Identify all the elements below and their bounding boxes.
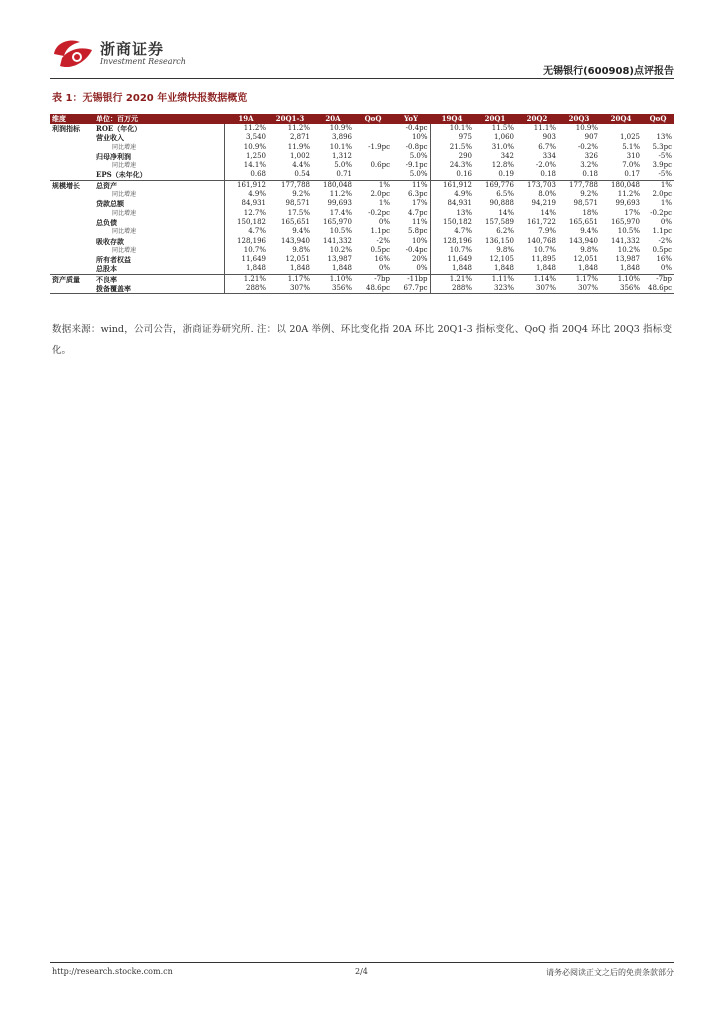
value-cell: 1,848 — [430, 264, 474, 274]
financial-data-table — [50, 114, 674, 294]
value-cell: 136,150 — [485, 236, 514, 245]
table-row — [50, 180, 674, 190]
category-cell: 资产质量 — [52, 274, 80, 284]
value-cell: 0.19 — [474, 170, 516, 180]
table-row — [50, 124, 674, 133]
table-row — [50, 255, 674, 264]
value-cell: 3.2% — [580, 161, 598, 170]
value-cell: 9.8% — [292, 245, 310, 254]
table-row — [50, 199, 674, 208]
value-cell: 4.7% — [430, 227, 474, 236]
column-header: YoY — [392, 114, 430, 124]
value-cell: 5.0% — [392, 170, 430, 180]
table-row — [50, 133, 674, 142]
value-cell: 1.1pc — [652, 227, 672, 236]
value-cell: 6.2% — [496, 227, 514, 236]
value-cell: 334 — [542, 151, 556, 160]
category-cell — [50, 161, 94, 170]
value-cell: 21.5% — [430, 143, 474, 152]
category-cell — [50, 237, 94, 246]
value-cell: 1.21% — [430, 274, 474, 284]
value-cell: 177,788 — [281, 180, 310, 189]
value-cell: 11,649 — [224, 255, 268, 264]
category-cell — [50, 255, 94, 264]
value-cell: 10.5% — [329, 227, 352, 236]
value-cell: 1,250 — [224, 152, 268, 161]
metric-cell: 不良率 — [96, 274, 117, 284]
metric-cell: 总资产 — [96, 180, 117, 190]
value-cell: 0% — [354, 264, 392, 274]
category-cell: 规模增长 — [52, 180, 80, 190]
source-note: 数据来源：wind，公司公告，浙商证券研究所. 注：以 20A 举例、环比变化指 20A 环比 20Q1-3 指标变化、QoQ 指 20Q4 环比 20Q3 指标变化。 — [52, 324, 672, 356]
metric-cell: 同比增速 — [112, 209, 137, 217]
value-cell: 1.10% — [329, 274, 352, 283]
value-cell: 1.21% — [224, 274, 268, 284]
value-cell: 13,987 — [615, 255, 640, 264]
value-cell: 1% — [660, 199, 672, 208]
value-cell: 6.7% — [538, 142, 556, 151]
value-cell: 6.3pc — [407, 190, 428, 199]
value-cell: 17% — [624, 208, 640, 217]
value-cell: -0.2% — [577, 142, 598, 151]
value-cell: 11.2% — [329, 190, 352, 199]
value-cell: 10.7% — [430, 246, 474, 255]
value-cell: 0.68 — [224, 170, 268, 180]
value-cell: -0.2pc — [368, 208, 390, 217]
metric-cell: 同比增速 — [112, 143, 137, 151]
value-cell: 4.7% — [224, 227, 268, 236]
value-cell: 31.0% — [491, 142, 514, 151]
value-cell: 0% — [660, 217, 672, 226]
value-cell: 16% — [656, 255, 672, 264]
value-cell: 24.3% — [430, 161, 474, 170]
table-title: 表 1：无锡银行 2020 年业绩快报数据概览 — [52, 93, 248, 104]
value-cell: 288% — [224, 284, 268, 294]
value-cell: 10.1% — [329, 142, 352, 151]
value-cell: 180,048 — [611, 180, 640, 189]
value-cell: 323% — [474, 284, 516, 294]
value-cell — [600, 124, 642, 133]
brand-name-en: Investment Research — [100, 57, 186, 66]
value-cell: 173,703 — [527, 180, 556, 189]
value-cell: 1% — [378, 199, 390, 208]
value-cell: -0.4pc — [405, 245, 428, 254]
value-cell: 1,848 — [600, 264, 642, 274]
value-cell: 161,912 — [430, 180, 474, 190]
category-cell — [50, 209, 94, 218]
table-row — [50, 190, 674, 199]
value-cell: 150,182 — [224, 218, 268, 227]
value-cell: 17.5% — [287, 208, 310, 217]
value-cell: 90,888 — [489, 199, 514, 208]
table-row — [50, 218, 674, 227]
value-cell: -2.0% — [535, 161, 556, 170]
value-cell: -2% — [376, 236, 390, 245]
table-header-row — [50, 114, 674, 124]
value-cell: 10.5% — [617, 227, 640, 236]
value-cell: 0.18 — [516, 170, 558, 180]
table-row — [50, 237, 674, 246]
value-cell: 9.8% — [580, 245, 598, 254]
footer-url-link[interactable]: http://research.stocke.com.cn — [52, 967, 173, 976]
value-cell: 141,332 — [611, 236, 640, 245]
value-cell: 3,896 — [331, 133, 352, 142]
value-cell: 1.17% — [575, 274, 598, 283]
value-cell: -0.4pc — [405, 124, 428, 132]
value-cell: 169,776 — [485, 180, 514, 189]
value-cell: 99,693 — [615, 199, 640, 208]
value-cell: 165,970 — [611, 217, 640, 226]
column-header: 维度 — [50, 114, 94, 124]
value-cell: 9.4% — [580, 227, 598, 236]
metric-cell: 同比增速 — [112, 246, 137, 254]
value-cell: 12.8% — [491, 161, 514, 170]
table-row — [50, 161, 674, 170]
metric-cell: 贷款总额 — [96, 199, 124, 209]
table-row — [50, 246, 674, 255]
value-cell: 4.9% — [224, 190, 268, 199]
value-cell: 165,970 — [323, 217, 352, 226]
value-cell: 11.1% — [533, 124, 556, 132]
value-cell: 143,940 — [281, 236, 310, 245]
value-cell: 5.3pc — [652, 142, 672, 151]
brand-name-cn: 浙商证券 — [100, 40, 165, 58]
metric-cell: 营业收入 — [96, 133, 124, 143]
value-cell: 1.10% — [617, 274, 640, 283]
value-cell: 1,848 — [312, 264, 354, 274]
category-cell — [50, 190, 94, 199]
column-header: 20Q4 — [600, 114, 642, 124]
value-cell: -11bp — [407, 274, 428, 283]
value-cell: 48.6pc — [354, 284, 392, 294]
value-cell: 1,025 — [619, 133, 640, 142]
value-cell: 11,649 — [430, 255, 474, 264]
value-cell: 10.2% — [329, 245, 352, 254]
value-cell: 14.1% — [224, 161, 268, 170]
page-header — [50, 30, 674, 80]
value-cell: 140,768 — [527, 236, 556, 245]
value-cell: 13% — [430, 209, 474, 218]
metric-cell: 同比增速 — [112, 228, 137, 236]
value-cell: 10.9% — [224, 143, 268, 152]
value-cell: 0.5pc — [370, 245, 390, 254]
column-header: 20A — [312, 114, 354, 124]
value-cell: -5% — [642, 170, 674, 180]
value-cell: 10% — [411, 133, 428, 142]
value-cell: 2.0pc — [652, 190, 672, 199]
page-number: 2/4 — [355, 967, 368, 976]
value-cell: 157,589 — [485, 217, 514, 226]
value-cell: 1% — [660, 180, 672, 189]
value-cell: 2,871 — [289, 133, 310, 142]
value-cell: 0.17 — [600, 170, 642, 180]
header-divider — [50, 78, 674, 79]
value-cell: 9.2% — [580, 190, 598, 199]
column-header: 19Q4 — [430, 114, 474, 124]
value-cell: 326 — [584, 151, 598, 160]
category-cell — [50, 152, 94, 161]
metric-cell: 吸收存款 — [96, 236, 124, 246]
metric-cell: 拨备覆盖率 — [94, 284, 224, 294]
value-cell: 11.2% — [617, 190, 640, 199]
value-cell: 6.5% — [496, 190, 514, 199]
column-header: 单位：百万元 — [94, 114, 224, 124]
value-cell: 11,895 — [531, 255, 556, 264]
value-cell: 0.71 — [312, 170, 354, 180]
value-cell: 94,219 — [531, 199, 556, 208]
value-cell: -0.2pc — [650, 208, 672, 217]
value-cell: 0.6pc — [370, 161, 390, 170]
metric-cell: 所有者权益 — [96, 255, 131, 265]
value-cell: 84,931 — [430, 199, 474, 208]
value-cell: 10.9% — [329, 124, 352, 132]
value-cell: 67.7pc — [392, 284, 430, 294]
column-header: QoQ — [642, 114, 674, 124]
value-cell: 12,051 — [285, 255, 310, 264]
column-header: 20Q3 — [558, 114, 600, 124]
value-cell: -5% — [658, 151, 672, 160]
table-row — [50, 264, 674, 274]
value-cell: 4.4% — [292, 161, 310, 170]
table-row — [50, 152, 674, 161]
value-cell: -9.1pc — [405, 161, 428, 170]
value-cell: 12,051 — [573, 255, 598, 264]
category-cell — [50, 264, 94, 274]
value-cell: 5.8pc — [407, 227, 428, 236]
value-cell: 1,002 — [289, 151, 310, 160]
metric-cell: ROE（年化） — [96, 124, 142, 133]
value-cell: 165,651 — [281, 217, 310, 226]
table-row — [50, 143, 674, 152]
value-cell: 0% — [642, 264, 674, 274]
value-cell: 84,931 — [224, 199, 268, 208]
category-cell — [50, 218, 94, 227]
value-cell: 307% — [516, 284, 558, 294]
column-header: 20Q1 — [474, 114, 516, 124]
value-cell: 7.9% — [538, 227, 556, 236]
value-cell: 11% — [411, 180, 428, 189]
value-cell: 11.2% — [287, 124, 310, 132]
value-cell: 165,651 — [569, 217, 598, 226]
metric-cell: 归母净利润 — [96, 151, 131, 161]
value-cell: 3,540 — [224, 133, 268, 142]
value-cell: 13% — [656, 133, 672, 142]
value-cell: 307% — [268, 284, 312, 294]
value-cell: 10% — [411, 236, 428, 245]
metric-cell: 总股本 — [94, 264, 224, 274]
column-header: 20Q1-3 — [268, 114, 312, 124]
table-row — [50, 284, 674, 294]
category-cell — [50, 199, 94, 208]
column-header: QoQ — [354, 114, 392, 124]
value-cell: 12.7% — [224, 209, 268, 218]
value-cell: 5.0% — [334, 161, 352, 170]
value-cell — [642, 124, 674, 133]
table-row — [50, 274, 674, 284]
value-cell: 1.1pc — [370, 227, 390, 236]
value-cell: 11.9% — [287, 142, 310, 151]
value-cell: 3.9pc — [652, 161, 672, 170]
metric-cell: 同比增速 — [112, 162, 137, 170]
value-cell: 20% — [411, 255, 428, 264]
value-cell: 99,693 — [327, 199, 352, 208]
value-cell: 14% — [540, 208, 556, 217]
value-cell: 307% — [558, 284, 600, 294]
value-cell: 310 — [626, 151, 640, 160]
metric-cell: 总负债 — [96, 217, 117, 227]
value-cell: 8.0% — [538, 190, 556, 199]
value-cell: 16% — [374, 255, 390, 264]
value-cell: 13,987 — [327, 255, 352, 264]
value-cell: 356% — [600, 284, 642, 294]
value-cell: -0.8pc — [405, 142, 428, 151]
value-cell: 342 — [500, 151, 514, 160]
value-cell: 1,848 — [474, 264, 516, 274]
value-cell: 10.2% — [617, 245, 640, 254]
value-cell: 1,848 — [224, 264, 268, 274]
metric-cell: EPS（未年化） — [94, 170, 224, 180]
company-logo-icon — [50, 36, 96, 72]
value-cell: 4.7pc — [407, 208, 428, 217]
value-cell — [354, 170, 392, 180]
table-row — [50, 227, 674, 236]
value-cell: 2.0pc — [370, 190, 390, 199]
category-cell — [50, 143, 94, 152]
value-cell: 5.1% — [622, 142, 640, 151]
value-cell: 11.5% — [491, 124, 514, 132]
category-cell — [50, 246, 94, 255]
table-row — [50, 209, 674, 218]
value-cell: 0.54 — [268, 170, 312, 180]
value-cell: 98,571 — [285, 199, 310, 208]
column-header: 19A — [224, 114, 268, 124]
value-cell: 10.7% — [224, 246, 268, 255]
value-cell: 17% — [411, 199, 428, 208]
value-cell: 141,332 — [323, 236, 352, 245]
value-cell: 4.9% — [430, 190, 474, 199]
value-cell: 10.1% — [430, 124, 474, 133]
disclaimer-note: 请务必阅读正文之后的免责条款部分 — [546, 968, 674, 977]
value-cell: 903 — [542, 133, 556, 142]
value-cell: 1% — [378, 180, 390, 189]
column-header: 20Q2 — [516, 114, 558, 124]
category-cell — [50, 284, 94, 294]
value-cell: 128,196 — [430, 237, 474, 246]
value-cell: 0.18 — [558, 170, 600, 180]
category-cell: 利润指标 — [52, 124, 80, 133]
value-cell: 1,848 — [558, 264, 600, 274]
footer-divider — [50, 962, 674, 963]
value-cell: 9.4% — [292, 227, 310, 236]
value-cell: 14% — [498, 208, 514, 217]
value-cell: 150,182 — [430, 218, 474, 227]
value-cell: 161,722 — [527, 217, 556, 226]
value-cell: 9.8% — [496, 245, 514, 254]
report-title: 无锡银行(600908)点评报告 — [543, 66, 674, 77]
value-cell: 290 — [430, 152, 474, 161]
value-cell: 0.16 — [430, 170, 474, 180]
value-cell: 0% — [378, 217, 390, 226]
value-cell: 11% — [411, 217, 428, 226]
value-cell: -7bp — [374, 274, 390, 283]
metric-cell: 同比增速 — [112, 191, 137, 199]
value-cell: 1,312 — [331, 151, 352, 160]
value-cell: 17.4% — [329, 208, 352, 217]
value-cell: -2% — [658, 236, 672, 245]
value-cell: 143,940 — [569, 236, 598, 245]
value-cell — [354, 124, 392, 133]
value-cell: 0.5pc — [652, 245, 672, 254]
value-cell: 161,912 — [224, 180, 268, 190]
table-body — [50, 124, 674, 294]
value-cell: 12,105 — [489, 255, 514, 264]
value-cell: 7.0% — [622, 161, 640, 170]
value-cell: -7bp — [656, 274, 672, 283]
value-cell: 975 — [430, 133, 474, 142]
value-cell: 1,848 — [516, 264, 558, 274]
value-cell: 1.11% — [491, 274, 514, 283]
value-cell: 48.6pc — [642, 284, 674, 294]
value-cell: 1,060 — [493, 133, 514, 142]
value-cell — [354, 152, 392, 161]
category-cell — [50, 133, 94, 142]
value-cell: 288% — [430, 284, 474, 294]
category-cell — [50, 227, 94, 236]
value-cell: 5.0% — [409, 151, 428, 160]
value-cell: 18% — [582, 208, 598, 217]
value-cell: 11.2% — [224, 124, 268, 133]
category-cell — [50, 170, 94, 180]
value-cell: 10.7% — [533, 245, 556, 254]
value-cell: -1.9pc — [368, 142, 390, 151]
value-cell: 177,788 — [569, 180, 598, 189]
value-cell: 1,848 — [268, 264, 312, 274]
value-cell: 98,571 — [573, 199, 598, 208]
table-row — [50, 170, 674, 180]
value-cell: 180,048 — [323, 180, 352, 189]
value-cell: 0% — [392, 264, 430, 274]
value-cell: 128,196 — [224, 237, 268, 246]
value-cell: 907 — [584, 133, 598, 142]
value-cell: 10.9% — [575, 124, 598, 132]
value-cell: 356% — [312, 284, 354, 294]
value-cell: 1.14% — [533, 274, 556, 283]
value-cell — [354, 133, 392, 142]
value-cell: 1.17% — [287, 274, 310, 283]
value-cell: 9.2% — [292, 190, 310, 199]
